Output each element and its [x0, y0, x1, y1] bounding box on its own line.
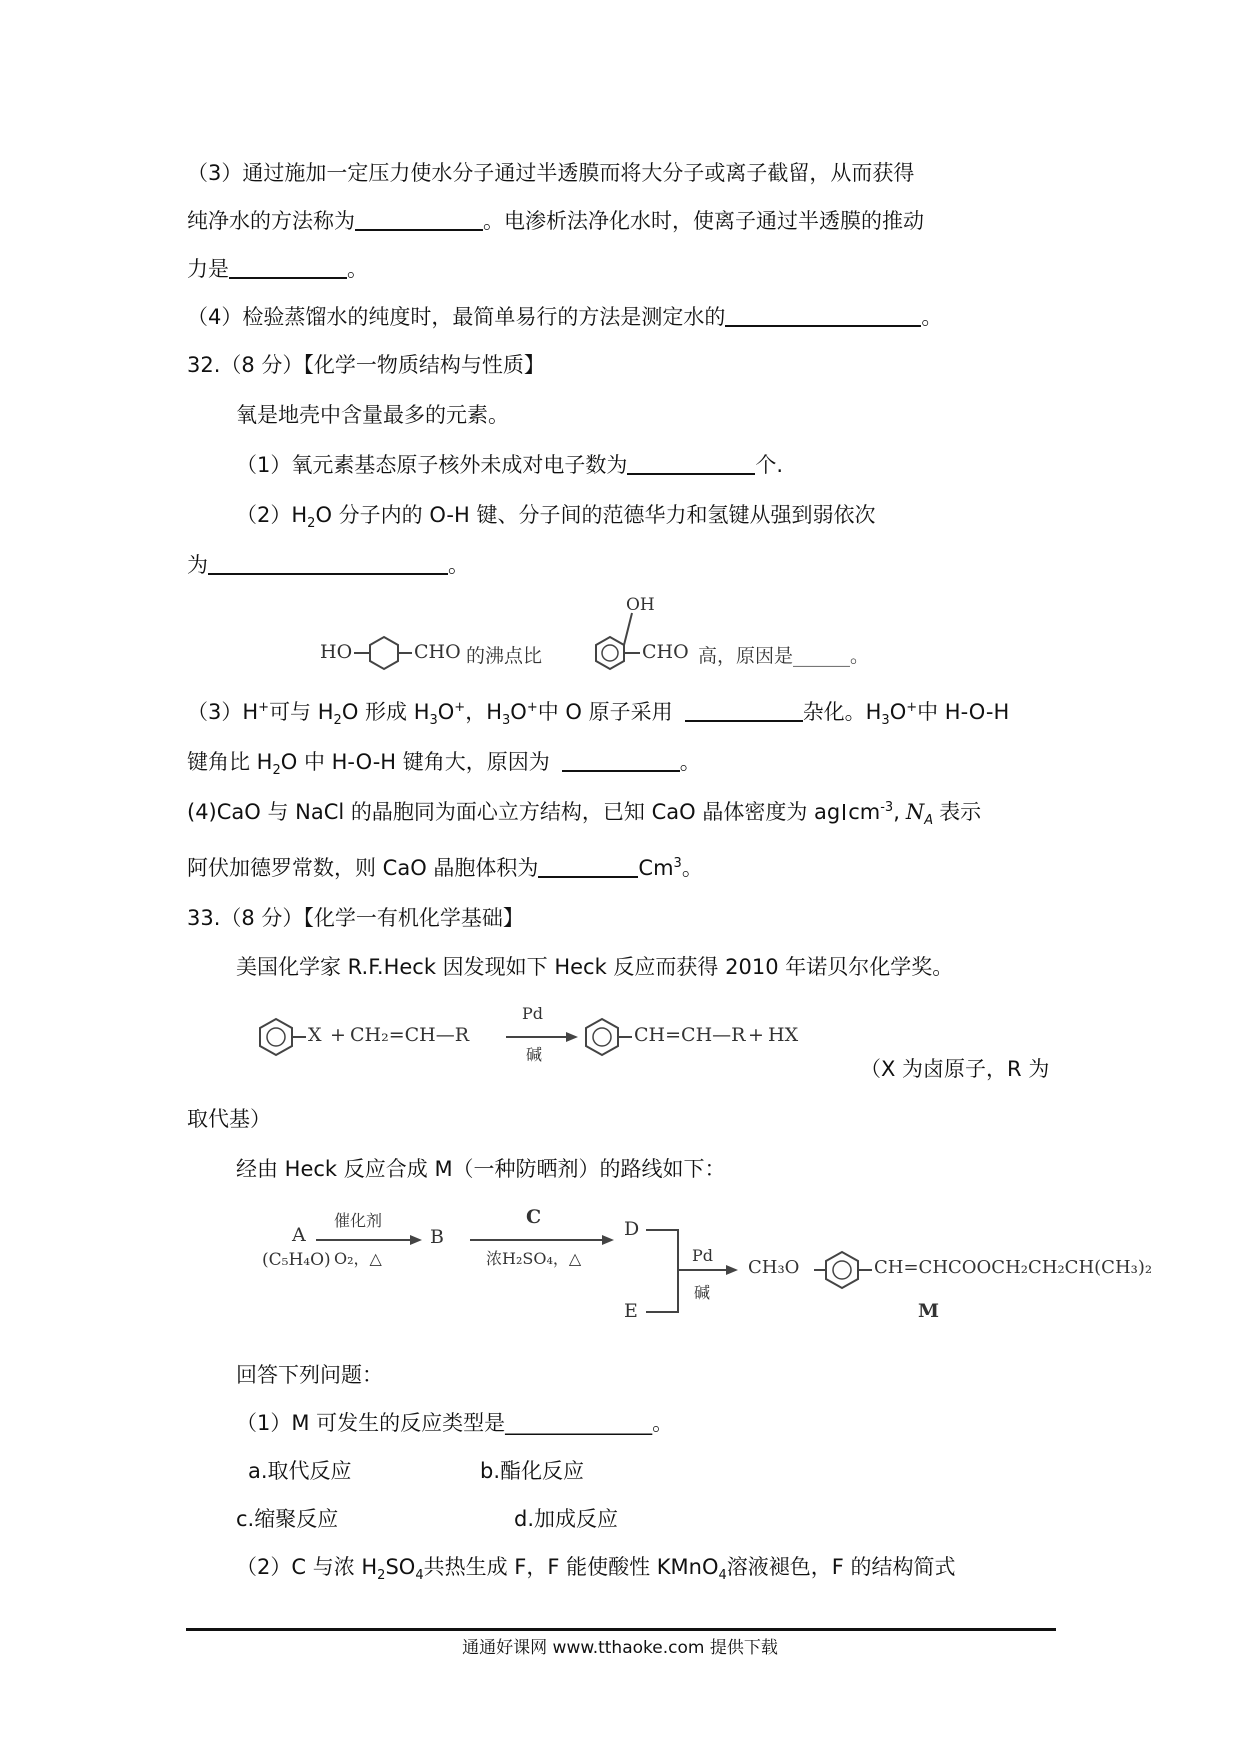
reason-prompt: 高，原因是______。 [698, 645, 870, 667]
q31-part3-line2 [187, 206, 924, 236]
text: 个. [755, 453, 784, 477]
q32-part3-line2 [187, 747, 701, 777]
option-b [480, 1456, 584, 1486]
text: （1）M 可发生的反应类型是______________。 [236, 1411, 674, 1435]
compound-m-label: M [918, 1300, 940, 1322]
answer-blank [725, 303, 921, 327]
text: （3）通过施加一定压力使水分子通过半透膜而将大分子或离子截留，从而获得 [187, 161, 915, 185]
cho-group-label: CHO [642, 641, 689, 663]
step1-reagent: 催化剂 [334, 1211, 383, 1230]
plus-sign: + [748, 1024, 764, 1046]
subscript: 3 [502, 713, 511, 729]
subscript: 2 [333, 713, 342, 729]
q33-answer-intro [236, 1360, 383, 1390]
oh-group-label: OH [626, 595, 655, 615]
text: b.酯化反应 [480, 1459, 585, 1483]
text: 32.（8 分）【化学一物质结构与性质】 [187, 353, 545, 377]
option-a [248, 1456, 352, 1486]
subscript: 3 [881, 713, 890, 729]
text: ，H [465, 700, 502, 724]
q33-note-line2 [187, 1104, 271, 1134]
q31-part3-line1 [187, 158, 914, 188]
text: 力是 [187, 257, 229, 281]
q32-part4-line1 [187, 797, 981, 827]
compound-a-formula: (C₅H₄O) [262, 1250, 331, 1270]
option-c [236, 1504, 338, 1534]
plus-sign: + [330, 1024, 346, 1046]
text: 。 [679, 750, 701, 774]
text: （2）H [236, 503, 308, 527]
q33-note-line1 [860, 1054, 1049, 1084]
answer-blank [685, 698, 803, 722]
boiling-point-figure [300, 595, 1100, 685]
text: O [510, 700, 527, 724]
text: 取代基） [187, 1107, 271, 1131]
text: 。电渗析法净化水时，使离子通过半透膜的推动 [483, 209, 924, 233]
superscript: + [906, 700, 918, 715]
text: SO [385, 1555, 416, 1579]
superscript: + [258, 700, 270, 715]
text: Cm [638, 856, 674, 880]
q31-part4 [187, 302, 942, 332]
subscript: 2 [307, 516, 316, 532]
superscript: + [526, 700, 538, 715]
text: a.取代反应 [248, 1459, 352, 1483]
text: (4)CaO 与 NaCl 的晶胞同为面心立方结构，已知 CaO 晶体密度为 ag [187, 800, 841, 824]
text: （2）C 与浓 H [236, 1555, 378, 1579]
text: , [893, 800, 900, 824]
text: （3）H [187, 700, 259, 724]
heck-reaction-figure [248, 1002, 848, 1072]
text: O 形成 H [341, 700, 430, 724]
footer-divider [186, 1628, 1056, 1631]
q32-heading [187, 350, 545, 380]
step3-catalyst: Pd [692, 1246, 714, 1265]
answer-blank [355, 207, 483, 231]
compound-d: D [624, 1218, 640, 1240]
text: 溶液褪色，F 的结构简式 [726, 1555, 956, 1579]
base-label: 碱 [526, 1045, 543, 1064]
option-d [514, 1504, 618, 1534]
q33-intro [236, 952, 953, 982]
ester-chain: CH=CHCOOCH₂CH₂CH(CH₃)₂ [874, 1257, 1153, 1278]
q32-part2-line1 [236, 500, 875, 530]
compound-b: B [430, 1226, 444, 1248]
methoxy-group: CH₃O [748, 1257, 800, 1278]
q32-intro [236, 400, 509, 430]
benzene-structures-drawing [300, 595, 1100, 685]
text: 杂化。H [802, 700, 882, 724]
text: （4）检验蒸馏水的纯度时，最简单易行的方法是测定水的 [187, 305, 726, 329]
halogen-label: X [308, 1024, 322, 1046]
product-label: CH=CH—R [634, 1024, 746, 1046]
q32-part2-line2 [187, 550, 469, 580]
subscript: 2 [377, 1568, 386, 1584]
alkene-reactant: CH₂=CH—R [350, 1024, 470, 1046]
q32-part3-line1 [187, 697, 1009, 727]
text: 为 [187, 553, 208, 577]
avogadro-symbol: N [905, 800, 925, 824]
answer-blank [627, 451, 755, 475]
text: 共热生成 F，F 能使酸性 KMnO [423, 1555, 719, 1579]
text: 美国化学家 R.F.Heck 因发现如下 Heck 反应而获得 2010 年诺贝尔化学奖。 [236, 955, 954, 979]
footer-text: 通通好课网 www.tthaoke.com 提供下载 [462, 1638, 778, 1658]
q33-heading [187, 903, 524, 933]
answer-blank [229, 255, 347, 279]
text: O [437, 700, 455, 724]
subscript: A [924, 813, 934, 829]
answer-blank [208, 551, 448, 575]
comparison-text: 的沸点比 [466, 645, 543, 667]
text: O [889, 700, 907, 724]
text: cm [848, 800, 881, 824]
text: 可与 H [269, 700, 334, 724]
text: 经由 Heck 反应合成 M（一种防晒剂）的路线如下： [236, 1157, 726, 1181]
text: 。 [347, 257, 368, 281]
text: 中 O 原子采用 [537, 700, 673, 724]
text: 。 [448, 553, 469, 577]
q32-part4-line2 [187, 853, 703, 883]
text: O 中 H-O-H 键角大，原因为 [280, 750, 550, 774]
q33-part1 [236, 1408, 673, 1438]
step2-reagent-c: C [526, 1206, 542, 1228]
subscript: 2 [272, 763, 281, 779]
text: （1）氧元素基态原子核外未成对电子数为 [236, 453, 628, 477]
synthesis-route-figure [238, 1200, 1198, 1340]
text: 表示 [939, 800, 982, 824]
compound-a: A [292, 1224, 306, 1246]
answer-blank [562, 748, 680, 772]
compound-e: E [624, 1300, 638, 1322]
text: 回答下列问题： [236, 1363, 383, 1387]
text: 。 [921, 305, 943, 329]
subscript: 4 [415, 1568, 424, 1584]
ho-group-label: HO [320, 641, 353, 663]
text: 中 H-O-H [917, 700, 1010, 724]
hx-label: HX [768, 1024, 799, 1046]
text: 阿伏加德罗常数，则 CaO 晶胞体积为 [187, 856, 539, 880]
text: 33.（8 分）【化学一有机化学基础】 [187, 906, 524, 930]
step2-condition: 浓H₂SO₄，△ [486, 1249, 582, 1268]
catalyst-label: Pd [522, 1004, 544, 1023]
subscript: 4 [718, 1568, 727, 1584]
text: 键角比 H [187, 750, 273, 774]
text: 。 [681, 856, 703, 880]
text: （X 为卤原子，R 为 [860, 1057, 1050, 1081]
text: d.加成反应 [514, 1507, 619, 1531]
superscript: + [454, 700, 466, 715]
text: 氧是地壳中含量最多的元素。 [236, 403, 509, 427]
subscript: 3 [429, 713, 438, 729]
q31-part3-line3 [187, 254, 368, 284]
superscript: -3 [880, 800, 894, 815]
text: O 分子内的 O-H 键、分子间的范德华力和氢键从强到弱依次 [315, 503, 876, 527]
text: c.缩聚反应 [236, 1507, 339, 1531]
q32-part1 [236, 450, 783, 480]
q33-route-intro [236, 1154, 726, 1184]
cho-group-label: CHO [414, 641, 461, 663]
superscript: 3 [673, 856, 682, 871]
step3-base: 碱 [694, 1283, 711, 1302]
text: 纯净水的方法称为 [187, 209, 355, 233]
q33-part2 [236, 1552, 956, 1582]
answer-blank [538, 854, 638, 878]
step1-condition: O₂，△ [334, 1249, 382, 1268]
